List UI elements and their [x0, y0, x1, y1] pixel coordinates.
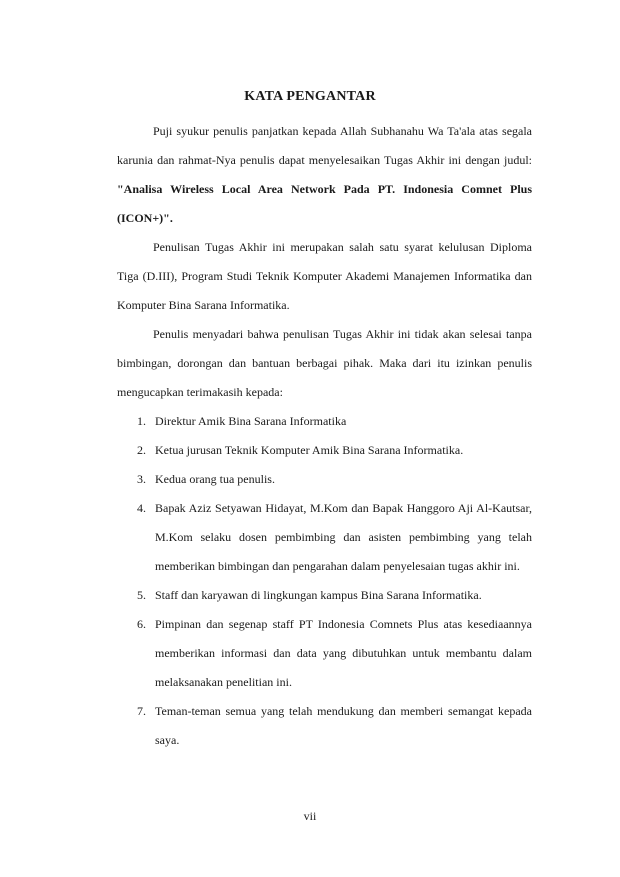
paragraph-acknowledgement-intro — [117, 117, 532, 233]
list-item — [117, 436, 532, 465]
list-item — [117, 581, 532, 610]
list-text: Bapak Aziz Setyawan Hidayat, M.Kom dan Bapak Hanggoro Aji Al-Kautsar, M.Kom selaku dosen pembimbing dan asisten pembimbing yang telah memberikan bimbingan dan pengarahan dalam penyelesaian tugas akhir ini. — [155, 501, 532, 573]
page-number: vii — [303, 809, 317, 823]
list-number: 3. — [137, 472, 146, 486]
list-text: Teman-teman semua yang telah mendukung dan memberi semangat kepada saya. — [155, 704, 532, 747]
paragraph-text: Puji syukur penulis panjatkan kepada Allah Subhanahu Wa Ta'ala atas segala karunia dan rahmat-Nya penulis dapat menyelesaikan Tugas Akhir ini dengan judul: — [117, 124, 532, 167]
paragraph-requirement: Penulisan Tugas Akhir ini merupakan salah satu syarat kelulusan Diploma Tiga (D.III), Program Studi Teknik Komputer Akademi Manajemen Informatika dan Komputer Bina Sarana Informatika. — [117, 240, 532, 312]
list-text: Ketua jurusan Teknik Komputer Amik Bina Sarana Informatika. — [155, 443, 464, 457]
list-item — [117, 494, 532, 581]
list-text: Pimpinan dan segenap staff PT Indonesia Comnets Plus atas kesediaannya memberikan informasi dan data yang dibutuhkan untuk membantu dalam melaksanakan penelitian ini. — [155, 617, 532, 689]
list-item — [117, 465, 532, 494]
thanks-list — [117, 407, 532, 755]
list-text: Kedua orang tua penulis. — [155, 472, 275, 486]
list-item — [117, 610, 532, 697]
list-number: 6. — [137, 617, 146, 631]
list-number: 4. — [137, 501, 146, 515]
list-number: 7. — [137, 704, 146, 718]
document-body — [117, 117, 532, 755]
paragraph-thanks-intro: Penulis menyadari bahwa penulisan Tugas Akhir ini tidak akan selesai tanpa bimbingan, dorongan dan bantuan berbagai pihak. Maka dari itu izinkan penulis mengucapkan terimakasih kepada: — [117, 327, 532, 399]
list-number: 5. — [137, 588, 146, 602]
list-text: Staff dan karyawan di lingkungan kampus Bina Sarana Informatika. — [155, 588, 482, 602]
list-text: Direktur Amik Bina Sarana Informatika — [155, 414, 347, 428]
list-item — [117, 697, 532, 755]
thesis-title: "Analisa Wireless Local Area Network Pada PT. Indonesia Comnet Plus (ICON+)". — [117, 182, 532, 225]
list-number: 1. — [137, 414, 146, 428]
list-item — [117, 407, 532, 436]
list-number: 2. — [137, 443, 146, 457]
page-title: KATA PENGANTAR — [244, 89, 376, 104]
